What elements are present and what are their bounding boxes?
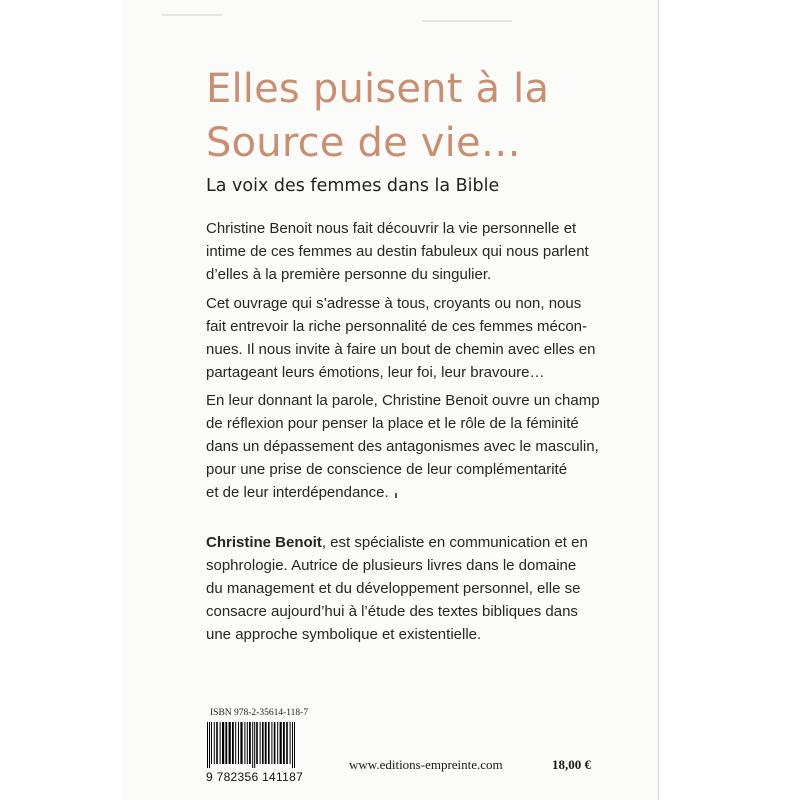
text-line: intime de ces femmes au destin fabuleux qui nous parlent <box>206 243 589 260</box>
text-line: partageant leurs émotions, leur foi, leur bravoure… <box>206 364 545 381</box>
text-line: fait entrevoir la riche personnalité de ces femmes mécon- <box>206 318 588 335</box>
book-title-line: Source de vie… <box>206 120 522 166</box>
barcode-bar <box>292 722 293 768</box>
text-line: pour une prise de conscience de leur complémentarité <box>206 461 568 478</box>
barcode-bar <box>232 722 234 764</box>
author-bio-text: , est spécialiste en communication et en <box>321 534 588 551</box>
barcode-bar <box>220 722 221 764</box>
barcode-bar <box>207 722 208 768</box>
blurb-paragraph-2 <box>206 292 626 384</box>
barcode-bar <box>225 722 227 764</box>
barcode-bar <box>249 722 251 764</box>
barcode-bar <box>216 722 218 764</box>
barcode-bar <box>235 722 236 764</box>
barcode-bar <box>254 722 255 768</box>
scan-artifact <box>162 14 222 16</box>
barcode-bar <box>211 722 212 764</box>
isbn-label: ISBN 978-2-35614-118-7 <box>210 708 309 718</box>
barcode-bar <box>268 722 270 764</box>
text-line: une approche symbolique et existentielle. <box>206 626 482 643</box>
text-line: et de leur interdépendance. <box>206 484 389 501</box>
author-name: Christine Benoit <box>206 534 322 551</box>
book-subtitle: La voix des femmes dans la Bible <box>206 176 500 196</box>
text-line: sophrologie. Autrice de plusieurs livres dans le domaine <box>206 557 577 574</box>
text-line: Christine Benoit nous fait découvrir la vie personnelle et <box>206 220 577 237</box>
author-bio <box>206 531 626 646</box>
text-line: consacre aujourd’hui à l’étude des textes bibliques dans <box>206 603 578 620</box>
barcode-digits: 9 782356 141187 <box>206 770 304 784</box>
barcode-bar <box>274 722 276 764</box>
blurb-paragraph-1 <box>206 217 626 286</box>
blurb-paragraph-3 <box>206 389 626 504</box>
barcode-bar <box>214 722 215 764</box>
text-line: d’elles à la première personne du singulier. <box>206 266 492 283</box>
text-line: dans un dépassement des antagonismes avec le masculin, <box>206 438 599 455</box>
barcode-bar <box>260 722 261 764</box>
barcode-bar <box>247 722 248 764</box>
barcode-bar <box>271 722 272 764</box>
barcode-bar <box>256 722 258 764</box>
barcode-bar <box>294 722 295 768</box>
barcode-bar <box>240 722 242 764</box>
barcode-bar <box>209 722 210 768</box>
barcode-bar <box>283 722 285 764</box>
barcode-bar <box>286 722 288 764</box>
barcode-bar <box>229 722 231 764</box>
barcode <box>206 722 316 768</box>
text-line: du management et du développement personnel, elle se <box>206 580 581 597</box>
print-mark <box>395 493 397 498</box>
text-line: Cet ouvrage qui s’adresse à tous, croyants ou non, nous <box>206 295 582 312</box>
price-label: 18,00 € <box>552 757 591 772</box>
text-line: nues. Il nous invite à faire un bout de chemin avec elles en <box>206 341 596 358</box>
author-bio-first-line <box>206 531 626 554</box>
barcode-bar <box>280 722 282 764</box>
book-title <box>206 62 549 170</box>
barcode-bar <box>238 722 239 764</box>
barcode-bar <box>290 722 291 764</box>
barcode-bar <box>262 722 264 764</box>
text-line: de réflexion pour penser la place et le rôle de la féminité <box>206 415 579 432</box>
barcode-bar <box>277 722 278 764</box>
book-title-line: Elles puisent à la <box>206 66 550 112</box>
barcode-bar <box>252 722 253 768</box>
barcode-bar <box>265 722 267 764</box>
scan-artifact <box>422 20 512 22</box>
publisher-website: www.editions-empreinte.com <box>349 757 503 772</box>
barcode-bar <box>222 722 224 764</box>
barcode-bar <box>244 722 245 764</box>
text-line: En leur donnant la parole, Christine Benoit ouvre un champ <box>206 392 600 409</box>
